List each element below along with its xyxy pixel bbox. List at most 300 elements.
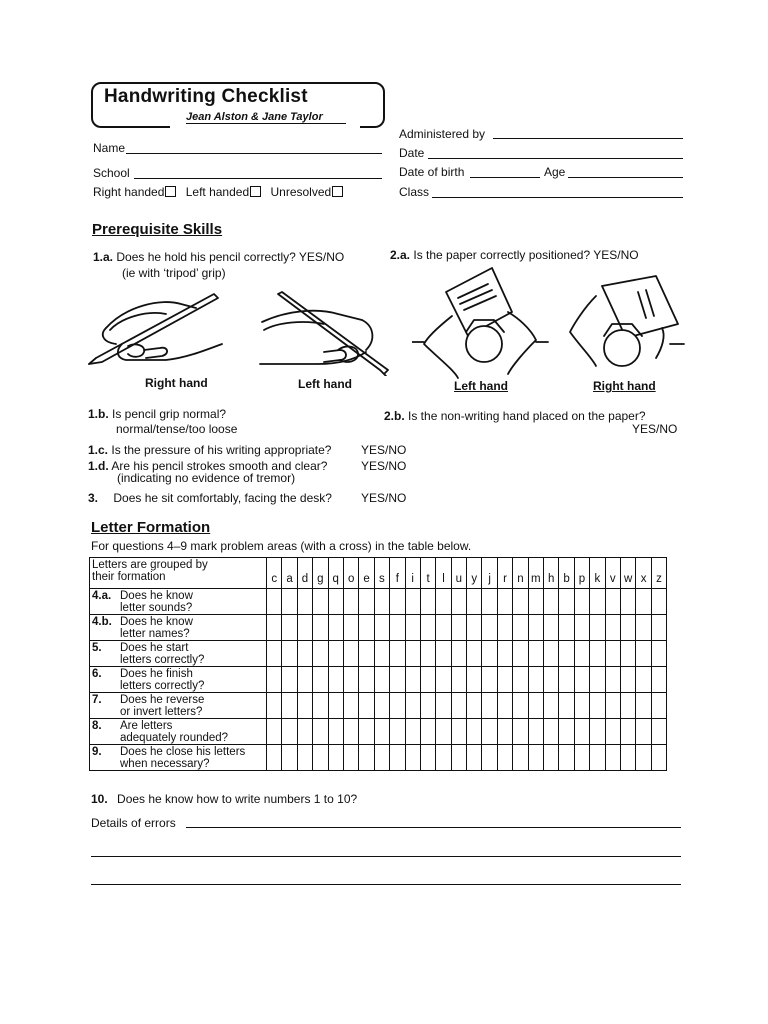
- mark-cell[interactable]: [267, 667, 282, 693]
- mark-cell[interactable]: [374, 615, 389, 641]
- mark-cell[interactable]: [559, 745, 574, 771]
- row-number: 8.: [92, 720, 102, 732]
- mark-cell[interactable]: [497, 615, 512, 641]
- mark-cell[interactable]: [359, 615, 374, 641]
- mark-cell[interactable]: [620, 667, 635, 693]
- mark-cell[interactable]: [436, 641, 451, 667]
- mark-cell[interactable]: [451, 719, 466, 745]
- letter-header-j: j: [482, 558, 497, 589]
- mark-cell[interactable]: [497, 719, 512, 745]
- q3-number: 3.: [88, 491, 99, 505]
- mark-cell[interactable]: [497, 693, 512, 719]
- q2b-answer: YES/NO: [632, 422, 678, 436]
- mark-cell[interactable]: [513, 693, 528, 719]
- mark-cell[interactable]: [590, 589, 605, 615]
- mark-cell[interactable]: [620, 745, 635, 771]
- mark-cell[interactable]: [297, 719, 312, 745]
- mark-cell[interactable]: [544, 641, 559, 667]
- row-label: [90, 745, 267, 771]
- mark-cell[interactable]: [343, 693, 358, 719]
- mark-cell[interactable]: [651, 745, 666, 771]
- authors-underline: [186, 123, 346, 124]
- letter-header-d: d: [297, 558, 312, 589]
- class-field[interactable]: [432, 197, 683, 198]
- row-number: 7.: [92, 694, 102, 706]
- mark-cell[interactable]: [451, 641, 466, 667]
- mark-cell[interactable]: [451, 589, 466, 615]
- q1b-text: Is pencil grip normal?: [112, 407, 227, 421]
- mark-cell[interactable]: [559, 589, 574, 615]
- mark-cell[interactable]: [482, 667, 497, 693]
- mark-cell[interactable]: [605, 719, 620, 745]
- row-text-line-1: Does he close his letters: [120, 746, 246, 758]
- mark-cell[interactable]: [544, 589, 559, 615]
- letter-header-t: t: [420, 558, 435, 589]
- date-label: Date: [399, 146, 425, 160]
- date-of-birth-field[interactable]: [470, 177, 540, 178]
- mark-cell[interactable]: [282, 693, 297, 719]
- mark-cell[interactable]: [436, 745, 451, 771]
- mark-cell[interactable]: [420, 745, 435, 771]
- mark-cell[interactable]: [482, 589, 497, 615]
- mark-cell[interactable]: [343, 719, 358, 745]
- mark-cell[interactable]: [513, 615, 528, 641]
- mark-cell[interactable]: [482, 719, 497, 745]
- administered-by-field[interactable]: [493, 138, 683, 139]
- mark-cell[interactable]: [651, 589, 666, 615]
- mark-cell[interactable]: [328, 615, 343, 641]
- mark-cell[interactable]: [528, 641, 543, 667]
- mark-cell[interactable]: [651, 667, 666, 693]
- name-field[interactable]: [126, 153, 382, 154]
- mark-cell[interactable]: [297, 693, 312, 719]
- letter-header-g: g: [313, 558, 328, 589]
- letter-header-q: q: [328, 558, 343, 589]
- row-text-line-1: Does he start: [120, 642, 189, 654]
- q1c: [88, 443, 331, 457]
- mark-cell[interactable]: [359, 589, 374, 615]
- letter-header-l: l: [436, 558, 451, 589]
- mark-cell[interactable]: [405, 745, 420, 771]
- mark-cell[interactable]: [528, 615, 543, 641]
- q1c-number: 1.c.: [88, 443, 109, 457]
- mark-cell[interactable]: [636, 667, 651, 693]
- mark-cell[interactable]: [620, 693, 635, 719]
- authors: Jean Alston & Jane Taylor: [186, 111, 323, 123]
- mark-cell[interactable]: [574, 615, 589, 641]
- mark-cell[interactable]: [574, 719, 589, 745]
- mark-cell[interactable]: [328, 641, 343, 667]
- mark-cell[interactable]: [482, 745, 497, 771]
- school-field[interactable]: [134, 178, 382, 179]
- letter-header-m: m: [528, 558, 543, 589]
- mark-cell[interactable]: [544, 719, 559, 745]
- mark-cell[interactable]: [544, 745, 559, 771]
- table-header-label: [90, 558, 267, 589]
- mark-cell[interactable]: [343, 667, 358, 693]
- mark-cell[interactable]: [328, 745, 343, 771]
- letter-header-i: i: [405, 558, 420, 589]
- mark-cell[interactable]: [390, 641, 405, 667]
- letter-header-e: e: [359, 558, 374, 589]
- mark-cell[interactable]: [374, 589, 389, 615]
- mark-cell[interactable]: [405, 719, 420, 745]
- row-text-line-1: Does he finish: [120, 668, 193, 680]
- mark-cell[interactable]: [390, 719, 405, 745]
- caption-left-hand-grip: Left hand: [298, 377, 352, 391]
- mark-cell[interactable]: [590, 693, 605, 719]
- mark-cell[interactable]: [605, 667, 620, 693]
- q10-number: 10.: [91, 792, 108, 806]
- mark-cell[interactable]: [405, 693, 420, 719]
- mark-cell[interactable]: [282, 641, 297, 667]
- letter-header-s: s: [374, 558, 389, 589]
- table-row: [90, 693, 667, 719]
- mark-cell[interactable]: [390, 693, 405, 719]
- table-row: [90, 589, 667, 615]
- q1b-number: 1.b.: [88, 407, 109, 421]
- mark-cell[interactable]: [544, 693, 559, 719]
- mark-cell[interactable]: [436, 693, 451, 719]
- row-text-line-2: letter names?: [120, 628, 190, 640]
- mark-cell[interactable]: [651, 641, 666, 667]
- mark-cell[interactable]: [620, 719, 635, 745]
- mark-cell[interactable]: [436, 589, 451, 615]
- mark-cell[interactable]: [482, 693, 497, 719]
- details-of-errors-field[interactable]: [186, 827, 681, 828]
- row-text-line-1: Are letters: [120, 720, 173, 732]
- q2a-number: 2.a.: [390, 248, 411, 262]
- mark-cell[interactable]: [390, 745, 405, 771]
- mark-cell[interactable]: [497, 667, 512, 693]
- mark-cell[interactable]: [559, 693, 574, 719]
- mark-cell[interactable]: [467, 641, 482, 667]
- right-handed-checkbox[interactable]: [165, 186, 176, 197]
- q2b: [384, 409, 646, 423]
- mark-cell[interactable]: [297, 641, 312, 667]
- mark-cell[interactable]: [590, 719, 605, 745]
- mark-cell[interactable]: [267, 745, 282, 771]
- mark-cell[interactable]: [467, 667, 482, 693]
- mark-cell[interactable]: [328, 693, 343, 719]
- mark-cell[interactable]: [359, 641, 374, 667]
- mark-cell[interactable]: [359, 719, 374, 745]
- row-text-line-2: letters correctly?: [120, 654, 205, 666]
- left-handed-checkbox[interactable]: [250, 186, 261, 197]
- mark-cell[interactable]: [328, 667, 343, 693]
- mark-cell[interactable]: [297, 615, 312, 641]
- q2a: [390, 248, 639, 262]
- age-label: Age: [544, 165, 566, 179]
- mark-cell[interactable]: [297, 745, 312, 771]
- mark-cell[interactable]: [282, 615, 297, 641]
- mark-cell[interactable]: [420, 589, 435, 615]
- table-header-line-1: Letters are grouped by: [92, 559, 208, 571]
- school-label: School: [93, 166, 130, 180]
- mark-cell[interactable]: [497, 641, 512, 667]
- mark-cell[interactable]: [467, 719, 482, 745]
- mark-cell[interactable]: [374, 693, 389, 719]
- mark-cell[interactable]: [559, 667, 574, 693]
- mark-cell[interactable]: [343, 615, 358, 641]
- q1d-number: 1.d.: [88, 459, 109, 473]
- table-row: [90, 667, 667, 693]
- letter-header-w: w: [620, 558, 635, 589]
- mark-cell[interactable]: [513, 719, 528, 745]
- mark-cell[interactable]: [497, 745, 512, 771]
- mark-cell[interactable]: [267, 615, 282, 641]
- mark-cell[interactable]: [559, 719, 574, 745]
- mark-cell[interactable]: [313, 719, 328, 745]
- mark-cell[interactable]: [313, 745, 328, 771]
- mark-cell[interactable]: [267, 693, 282, 719]
- row-number: 5.: [92, 642, 102, 654]
- mark-cell[interactable]: [451, 667, 466, 693]
- mark-cell[interactable]: [605, 589, 620, 615]
- mark-cell[interactable]: [636, 719, 651, 745]
- mark-cell[interactable]: [513, 745, 528, 771]
- mark-cell[interactable]: [513, 641, 528, 667]
- q3-answer: YES/NO: [361, 491, 407, 505]
- mark-cell[interactable]: [343, 589, 358, 615]
- q1d-subtext: (indicating no evidence of tremor): [117, 471, 296, 485]
- mark-cell[interactable]: [482, 641, 497, 667]
- q1b-subtext: normal/tense/too loose: [116, 422, 238, 436]
- mark-cell[interactable]: [544, 615, 559, 641]
- mark-cell[interactable]: [651, 719, 666, 745]
- mark-cell[interactable]: [313, 693, 328, 719]
- mark-cell[interactable]: [636, 693, 651, 719]
- letter-header-c: c: [267, 558, 282, 589]
- mark-cell[interactable]: [620, 589, 635, 615]
- q3-text: Does he sit comfortably, facing the desk?: [113, 491, 332, 505]
- row-text-line-1: Does he know: [120, 590, 193, 602]
- mark-cell[interactable]: [513, 667, 528, 693]
- mark-cell[interactable]: [328, 589, 343, 615]
- q3: [88, 491, 332, 505]
- mark-cell[interactable]: [420, 641, 435, 667]
- mark-cell[interactable]: [574, 589, 589, 615]
- mark-cell[interactable]: [420, 667, 435, 693]
- mark-cell[interactable]: [282, 667, 297, 693]
- mark-cell[interactable]: [605, 615, 620, 641]
- mark-cell[interactable]: [574, 641, 589, 667]
- mark-cell[interactable]: [359, 693, 374, 719]
- caption-right-hand-paper: Right hand: [593, 379, 656, 393]
- caption-right-hand-grip: Right hand: [145, 376, 208, 390]
- letter-header-h: h: [544, 558, 559, 589]
- mark-cell[interactable]: [436, 615, 451, 641]
- mark-cell[interactable]: [528, 719, 543, 745]
- mark-cell[interactable]: [420, 719, 435, 745]
- mark-cell[interactable]: [374, 745, 389, 771]
- unresolved-label: Unresolved: [270, 185, 332, 199]
- mark-cell[interactable]: [420, 615, 435, 641]
- page-title: Handwriting Checklist: [104, 86, 308, 107]
- right-hand-grip-illustration: [86, 288, 224, 370]
- mark-cell[interactable]: [420, 693, 435, 719]
- details-line-2[interactable]: [91, 856, 681, 857]
- right-handed-label: Right handed: [93, 185, 165, 199]
- mark-cell[interactable]: [343, 641, 358, 667]
- row-text-line-2: letters correctly?: [120, 680, 205, 692]
- q2b-number: 2.b.: [384, 409, 405, 423]
- mark-cell[interactable]: [405, 667, 420, 693]
- mark-cell[interactable]: [590, 745, 605, 771]
- mark-cell[interactable]: [651, 693, 666, 719]
- prerequisite-skills-heading: Prerequisite Skills: [92, 221, 223, 238]
- mark-cell[interactable]: [636, 615, 651, 641]
- mark-cell[interactable]: [267, 719, 282, 745]
- table-row: [90, 719, 667, 745]
- letter-header-x: x: [636, 558, 651, 589]
- letter-header-o: o: [343, 558, 358, 589]
- administered-by-label: Administered by: [399, 127, 486, 141]
- letter-header-y: y: [467, 558, 482, 589]
- mark-cell[interactable]: [467, 589, 482, 615]
- mark-cell[interactable]: [559, 641, 574, 667]
- mark-cell[interactable]: [574, 667, 589, 693]
- mark-cell[interactable]: [359, 667, 374, 693]
- row-text-line-2: or invert letters?: [120, 706, 203, 718]
- letter-header-p: p: [574, 558, 589, 589]
- letter-header-b: b: [559, 558, 574, 589]
- letter-header-u: u: [451, 558, 466, 589]
- letter-header-r: r: [497, 558, 512, 589]
- letter-header-k: k: [590, 558, 605, 589]
- row-text-line-1: Does he know: [120, 616, 193, 628]
- unresolved-checkbox[interactable]: [332, 186, 343, 197]
- letter-header-a: a: [282, 558, 297, 589]
- row-label: [90, 615, 267, 641]
- left-handed-label: Left handed: [185, 185, 250, 199]
- row-label: [90, 589, 267, 615]
- q1a-number: 1.a.: [93, 250, 114, 264]
- mark-cell[interactable]: [267, 589, 282, 615]
- letter-formation-instruction: For questions 4–9 mark problem areas (with a cross) in the table below.: [91, 539, 472, 553]
- mark-cell[interactable]: [405, 589, 420, 615]
- mark-cell[interactable]: [497, 589, 512, 615]
- mark-cell[interactable]: [405, 615, 420, 641]
- letter-header-f: f: [390, 558, 405, 589]
- mark-cell[interactable]: [451, 745, 466, 771]
- q1c-answer: YES/NO: [361, 443, 407, 457]
- mark-cell[interactable]: [528, 693, 543, 719]
- q1d-answer: YES/NO: [361, 459, 407, 473]
- mark-cell[interactable]: [282, 719, 297, 745]
- mark-cell[interactable]: [590, 667, 605, 693]
- left-hand-paper-illustration: [412, 262, 552, 382]
- mark-cell[interactable]: [559, 615, 574, 641]
- mark-cell[interactable]: [374, 719, 389, 745]
- q1d-text: Are his pencil strokes smooth and clear?: [111, 459, 328, 473]
- table-header-line-2: their formation: [92, 571, 166, 583]
- age-field[interactable]: [568, 177, 683, 178]
- details-of-errors-label: Details of errors: [91, 816, 176, 830]
- q2b-text: Is the non-writing hand placed on the paper?: [408, 409, 646, 423]
- left-hand-grip-illustration: [258, 290, 394, 376]
- mark-cell[interactable]: [636, 589, 651, 615]
- table-row: [90, 615, 667, 641]
- mark-cell[interactable]: [590, 641, 605, 667]
- row-label: [90, 641, 267, 667]
- mark-cell[interactable]: [605, 693, 620, 719]
- mark-cell[interactable]: [467, 745, 482, 771]
- mark-cell[interactable]: [282, 745, 297, 771]
- mark-cell[interactable]: [451, 615, 466, 641]
- mark-cell[interactable]: [436, 719, 451, 745]
- mark-cell[interactable]: [313, 589, 328, 615]
- mark-cell[interactable]: [390, 667, 405, 693]
- mark-cell[interactable]: [482, 615, 497, 641]
- caption-left-hand-paper: Left hand: [454, 379, 508, 393]
- mark-cell[interactable]: [374, 641, 389, 667]
- row-text-line-2: when necessary?: [120, 758, 210, 770]
- q10-text: Does he know how to write numbers 1 to 10?: [117, 792, 358, 806]
- mark-cell[interactable]: [605, 641, 620, 667]
- mark-cell[interactable]: [651, 615, 666, 641]
- mark-cell[interactable]: [297, 667, 312, 693]
- mark-cell[interactable]: [390, 615, 405, 641]
- row-number: 4.b.: [92, 616, 112, 628]
- right-hand-paper-illustration: [566, 268, 686, 384]
- mark-cell[interactable]: [313, 641, 328, 667]
- row-number: 9.: [92, 746, 102, 758]
- mark-cell[interactable]: [574, 745, 589, 771]
- date-field[interactable]: [428, 158, 683, 159]
- mark-cell[interactable]: [605, 745, 620, 771]
- row-label: [90, 693, 267, 719]
- mark-cell[interactable]: [590, 615, 605, 641]
- mark-cell[interactable]: [574, 693, 589, 719]
- mark-cell[interactable]: [620, 641, 635, 667]
- row-text-line-2: adequately rounded?: [120, 732, 229, 744]
- details-line-3[interactable]: [91, 884, 681, 885]
- row-label: [90, 667, 267, 693]
- mark-cell[interactable]: [544, 667, 559, 693]
- mark-cell[interactable]: [528, 745, 543, 771]
- mark-cell[interactable]: [267, 641, 282, 667]
- class-label: Class: [399, 185, 430, 199]
- letter-header-z: z: [651, 558, 666, 589]
- mark-cell[interactable]: [313, 615, 328, 641]
- mark-cell[interactable]: [297, 589, 312, 615]
- mark-cell[interactable]: [451, 693, 466, 719]
- mark-cell[interactable]: [313, 667, 328, 693]
- mark-cell[interactable]: [328, 719, 343, 745]
- mark-cell[interactable]: [405, 641, 420, 667]
- mark-cell[interactable]: [528, 667, 543, 693]
- date-of-birth-label: Date of birth: [399, 165, 465, 179]
- row-label: [90, 719, 267, 745]
- mark-cell[interactable]: [436, 667, 451, 693]
- mark-cell[interactable]: [467, 615, 482, 641]
- mark-cell[interactable]: [513, 589, 528, 615]
- mark-cell[interactable]: [467, 693, 482, 719]
- mark-cell[interactable]: [636, 641, 651, 667]
- mark-cell[interactable]: [620, 615, 635, 641]
- mark-cell[interactable]: [636, 745, 651, 771]
- letter-header-n: n: [513, 558, 528, 589]
- mark-cell[interactable]: [374, 667, 389, 693]
- table-row: [90, 745, 667, 771]
- mark-cell[interactable]: [390, 589, 405, 615]
- name-label: Name: [93, 141, 126, 155]
- mark-cell[interactable]: [528, 589, 543, 615]
- mark-cell[interactable]: [343, 745, 358, 771]
- mark-cell[interactable]: [282, 589, 297, 615]
- mark-cell[interactable]: [359, 745, 374, 771]
